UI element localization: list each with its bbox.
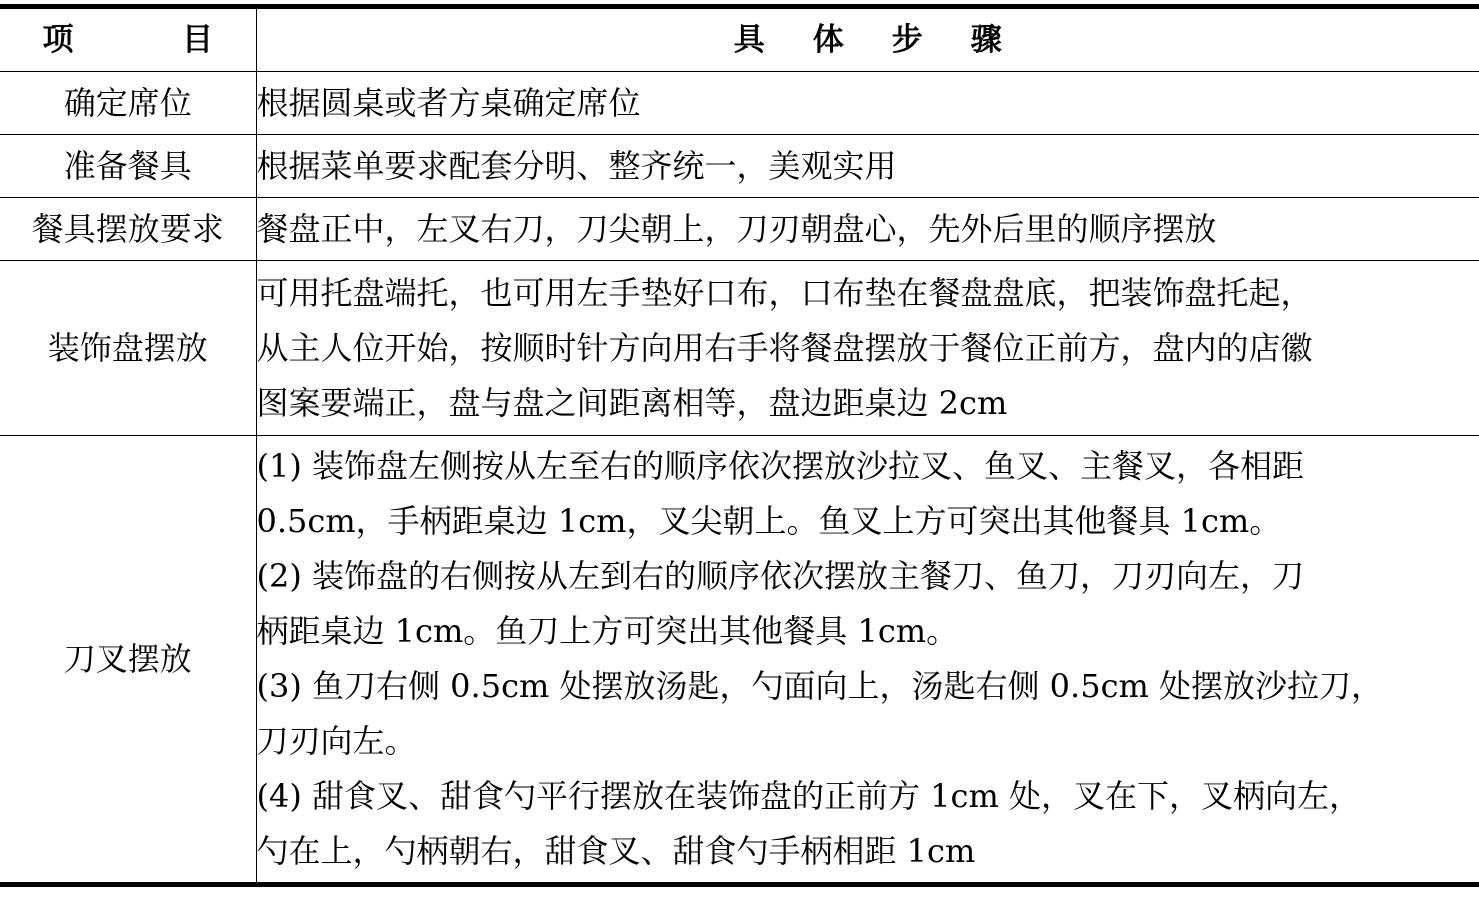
- description-line: 可用托盘端托，也可用左手垫好口布，口布垫在餐盘盘底，把装饰盘托起，: [256, 273, 1313, 312]
- table-header-row: [0, 7, 1479, 72]
- row-description: [256, 135, 1479, 198]
- row-description: [256, 198, 1479, 261]
- table-row: [0, 72, 1479, 135]
- description-line: (4) 甜食叉、甜食勺平行摆放在装饰盘的正前方 1cm 处，叉在下，叉柄向左，: [256, 777, 1361, 815]
- table-row: [0, 261, 1479, 436]
- row-item-label: 餐具摆放要求: [0, 198, 256, 261]
- row-item-label: 确定席位: [0, 72, 256, 135]
- description-line: (3) 鱼刀右侧 0.5cm 处摆放汤匙，勺面向上，汤匙右侧 0.5cm 处摆放沙拉刀，: [256, 667, 1384, 705]
- row-item-label: 刀叉摆放: [0, 436, 256, 885]
- row-item-label: 准备餐具: [0, 135, 256, 198]
- table-row: [0, 436, 1479, 885]
- description-line: 刀刃向左。: [256, 722, 417, 760]
- header-item: 项 目: [0, 7, 256, 72]
- description-line: 根据菜单要求配套分明、整齐统一，美观实用: [256, 146, 897, 185]
- description-line: 餐盘正中，左叉右刀，刀尖朝上，刀刃朝盘心，先外后里的顺序摆放: [256, 209, 1217, 248]
- row-description: [256, 436, 1479, 885]
- description-line: 根据圆桌或者方桌确定席位: [256, 83, 641, 122]
- description-line: (1) 装饰盘左侧按从左至右的顺序依次摆放沙拉叉、鱼叉、主餐叉，各相距: [256, 447, 1305, 485]
- row-description: [256, 72, 1479, 135]
- table-row: [0, 198, 1479, 261]
- header-steps: 具 体 步 骤: [256, 7, 1479, 72]
- description-line: 勺在上，勺柄朝右，甜食叉、甜食勺手柄相距 1cm: [256, 832, 976, 870]
- description-line: 柄距桌边 1cm。鱼刀上方可突出其他餐具 1cm。: [256, 612, 959, 650]
- steps-table: [0, 4, 1479, 887]
- description-line: 从主人位开始，按顺时针方向用右手将餐盘摆放于餐位正前方，盘内的店徽: [256, 328, 1313, 367]
- table-row: [0, 135, 1479, 198]
- description-line: (2) 装饰盘的右侧按从左到右的顺序依次摆放主餐刀、鱼刀，刀刃向左，刀: [256, 557, 1305, 595]
- row-item-label: 装饰盘摆放: [0, 261, 256, 436]
- description-line: 图案要端正，盘与盘之间距离相等，盘边距桌边 2cm: [256, 383, 1008, 422]
- description-line: 0.5cm，手柄距桌边 1cm，叉尖朝上。鱼叉上方可突出其他餐具 1cm。: [256, 502, 1282, 540]
- row-description: [256, 261, 1479, 436]
